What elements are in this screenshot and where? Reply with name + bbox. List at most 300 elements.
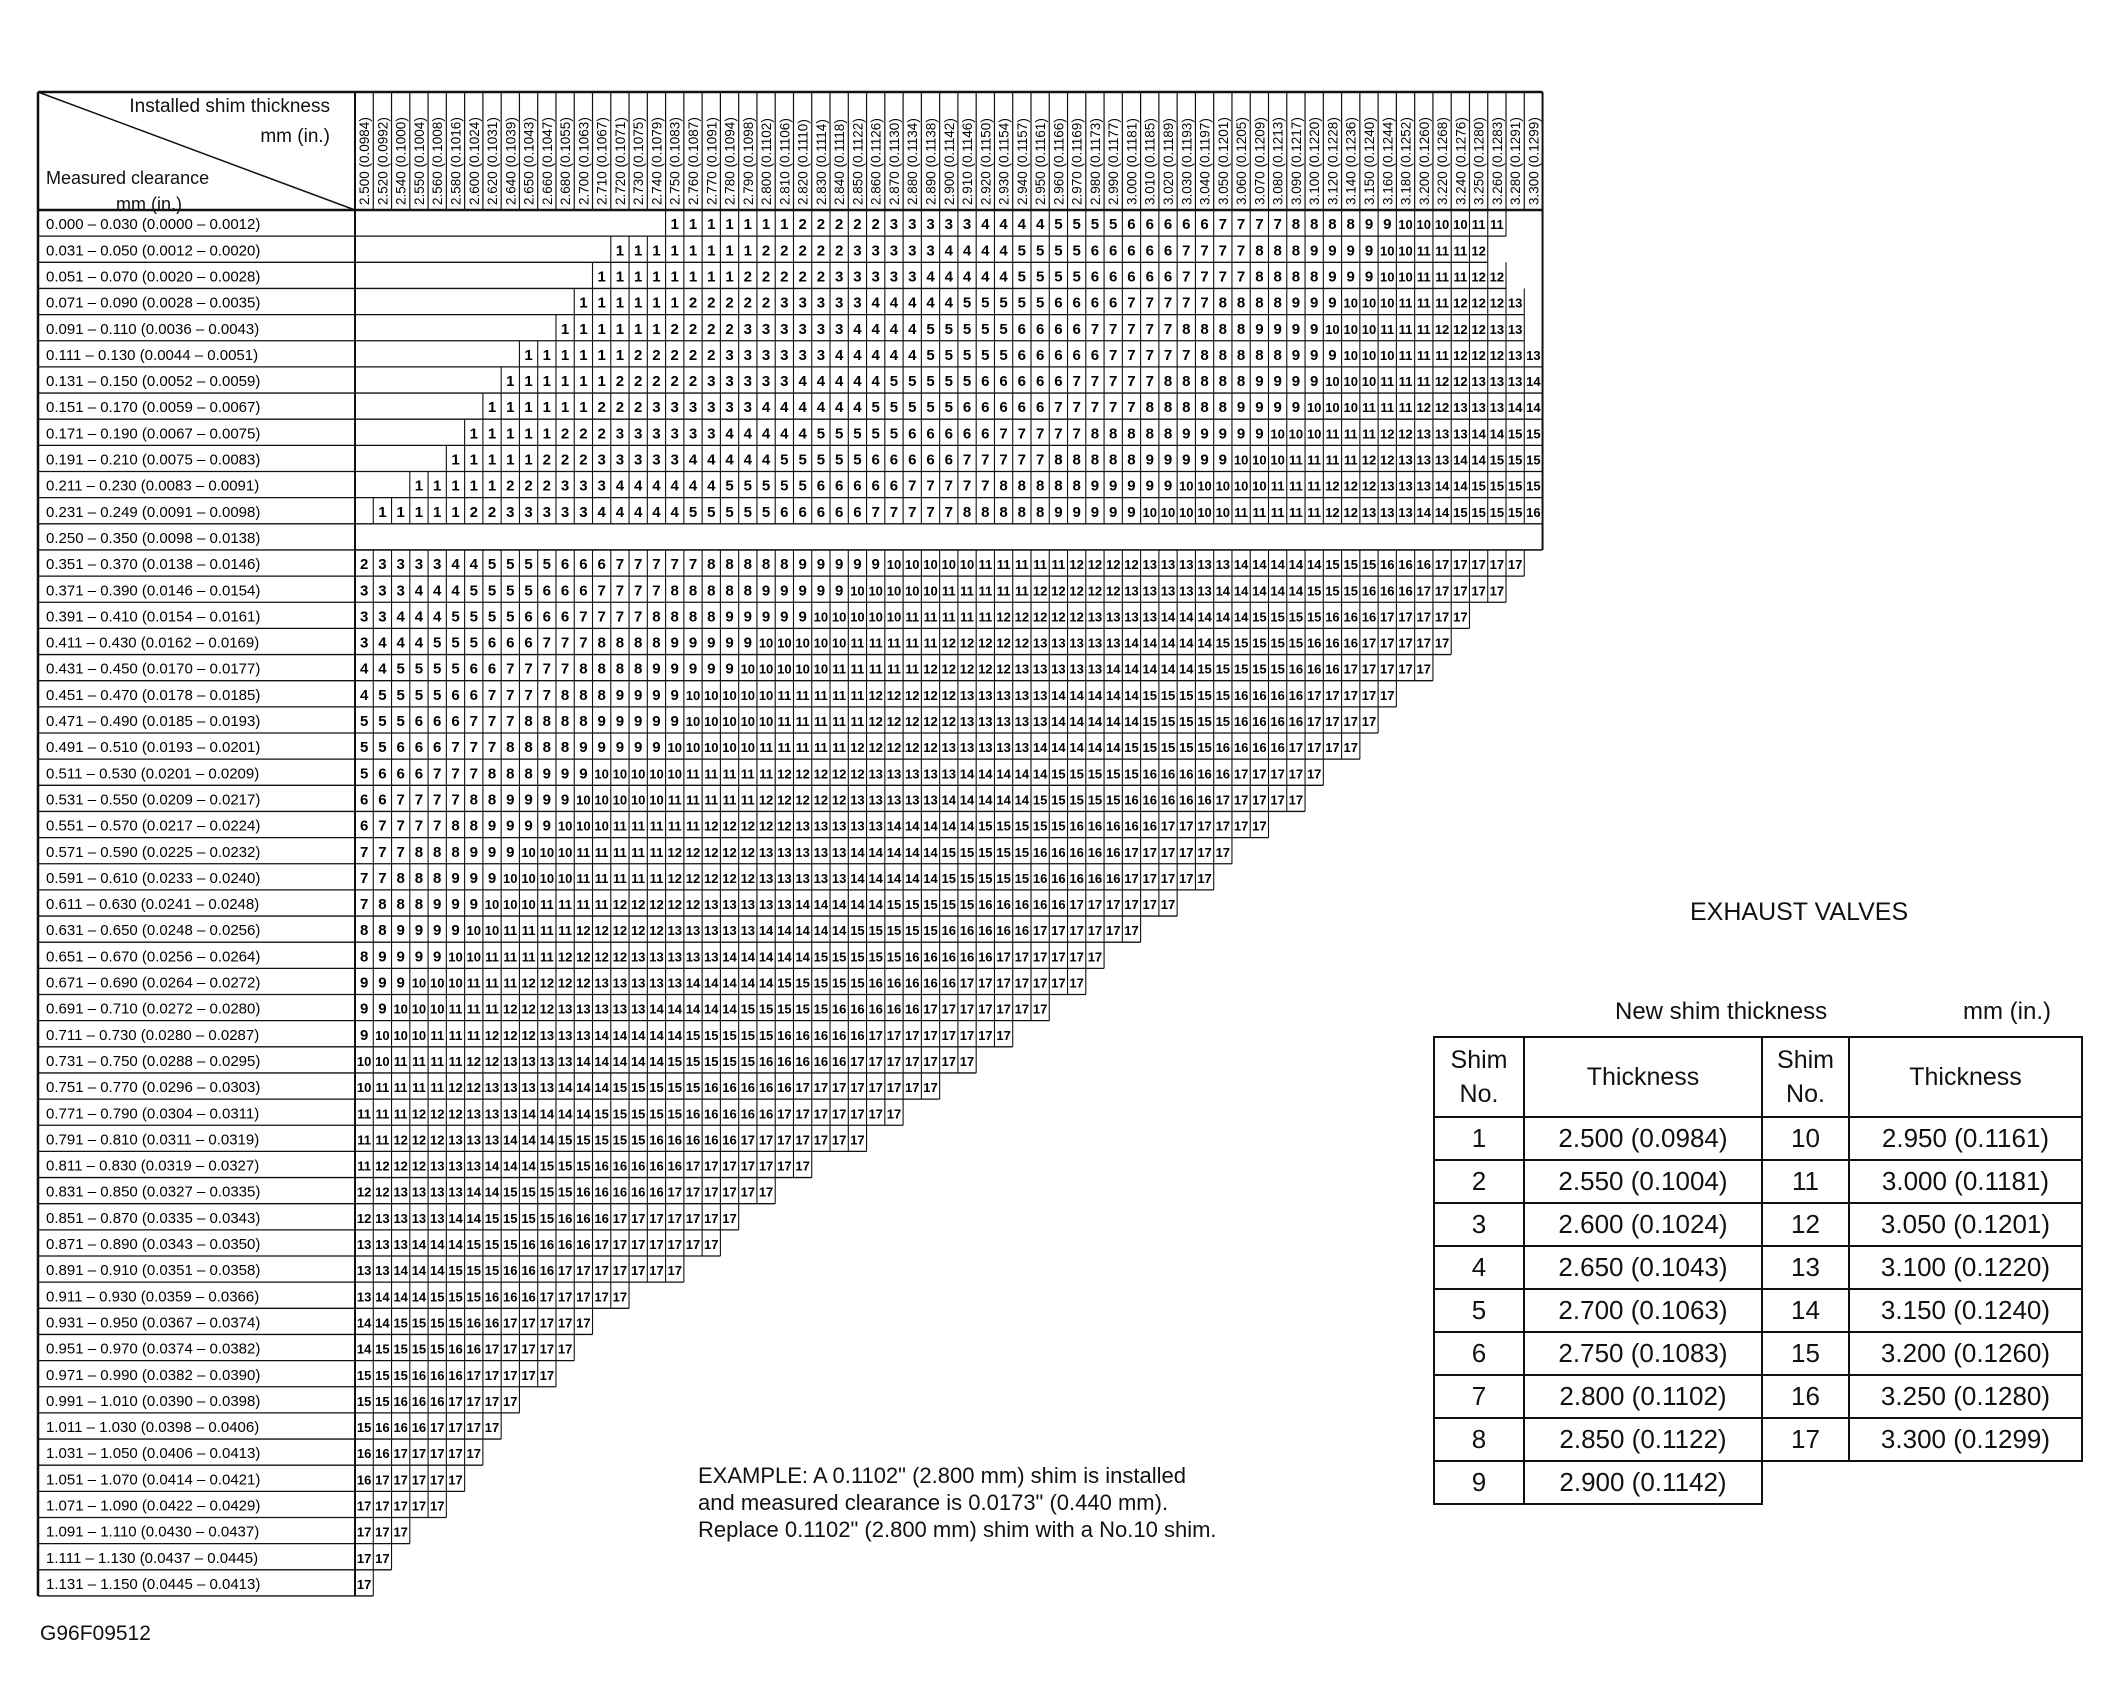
shim-cell: 15 (1306, 583, 1322, 599)
shim-cell: 16 (868, 1001, 883, 1017)
shim-cell: 17 (1507, 557, 1523, 573)
shim-cell: 10 (704, 740, 719, 756)
shim-cell: 14 (886, 870, 902, 886)
shim-cell: 7 (926, 503, 935, 521)
legend-shim-no: 5 (1434, 1289, 1524, 1332)
shim-cell: 12 (685, 897, 701, 913)
shim-cell: 10 (1215, 478, 1231, 494)
shim-cell: 15 (923, 897, 938, 913)
shim-cell: 14 (886, 818, 902, 834)
shim-cell: 12 (448, 1106, 463, 1122)
shim-cell: 9 (1291, 294, 1301, 312)
shim-cell: 6 (1035, 373, 1045, 391)
shim-cell: 1 (652, 294, 661, 312)
shim-cell: 8 (542, 713, 552, 730)
shim-cell: 12 (429, 1132, 445, 1148)
shim-cell: 17 (1288, 792, 1304, 808)
shim-cell: 1 (451, 477, 460, 495)
shim-cell: 13 (466, 1106, 481, 1122)
shim-cell: 6 (981, 425, 990, 443)
shim-cell: 13 (1416, 426, 1432, 442)
shim-cell: 11 (795, 714, 810, 729)
shim-cell: 13 (557, 1027, 573, 1043)
shim-cell: 12 (704, 870, 719, 886)
shim-cell: 12 (1069, 583, 1084, 599)
shim-cell: 17 (375, 1524, 390, 1540)
shim-cell: 11 (576, 897, 591, 913)
shim-cell: 8 (1035, 477, 1045, 495)
shim-cell: 9 (1328, 242, 1337, 260)
shim-cell: 16 (868, 975, 883, 991)
shim-cell: 3 (378, 556, 387, 574)
shim-cell: 2 (359, 556, 369, 574)
shim-cell: 7 (908, 477, 917, 495)
shim-cell: 3 (889, 216, 899, 234)
shim-cell: 13 (1014, 687, 1030, 703)
shim-cell: 12 (923, 661, 938, 677)
shim-cell: 12 (1105, 557, 1121, 573)
shim-cell: 13 (503, 1106, 518, 1122)
shim-cell: 6 (962, 399, 972, 417)
shim-cell: 8 (433, 869, 442, 887)
shim-cell: 4 (743, 451, 752, 469)
shim-cell: 10 (1361, 347, 1377, 363)
shim-cell: 9 (615, 739, 625, 757)
shim-cell: 8 (506, 765, 515, 783)
shim-cell: 11 (686, 766, 700, 782)
shim-cell: 3 (761, 346, 771, 364)
shim-cell: 2 (834, 242, 844, 260)
shim-cell: 7 (1090, 373, 1100, 391)
shim-cell: 5 (944, 373, 953, 391)
shim-cell: 10 (1197, 478, 1212, 494)
shim-cell: 6 (487, 634, 497, 652)
shim-cell: 16 (594, 1184, 609, 1200)
shim-cell: 13 (557, 1001, 573, 1017)
shim-cell: 8 (1200, 373, 1209, 391)
shim-cell: 5 (889, 425, 899, 443)
shim-cell: 13 (1032, 635, 1048, 651)
shim-cell: 13 (649, 975, 664, 991)
shim-cell: 12 (1105, 583, 1121, 599)
shim-cell: 15 (448, 1263, 463, 1279)
shim-cell: 2 (780, 242, 789, 260)
shim-cell: 13 (740, 897, 756, 913)
shim-cell: 12 (996, 661, 1011, 677)
shim-cell: 15 (1270, 661, 1285, 677)
legend-shim-no: 15 (1762, 1332, 1849, 1375)
legend-shim-no: 11 (1762, 1160, 1849, 1203)
shim-cell: 7 (1127, 294, 1136, 312)
shim-cell: 9 (469, 896, 478, 914)
shim-cell: 13 (1105, 609, 1121, 625)
shim-cell: 17 (667, 1210, 682, 1226)
shim-cell: 13 (1489, 374, 1505, 390)
shim-cell: 5 (944, 399, 953, 417)
row-label-26: 0.591 – 0.610 (0.0233 – 0.0240) (46, 869, 261, 887)
shim-cell: 12 (831, 766, 847, 782)
shim-cell: 14 (704, 975, 719, 991)
shim-cell: 11 (613, 844, 627, 860)
shim-cell: 12 (1453, 374, 1468, 390)
shim-cell: 3 (743, 346, 752, 364)
shim-cell: 14 (667, 1001, 682, 1017)
shim-cell: 13 (813, 818, 829, 834)
shim-cell: 6 (1109, 268, 1118, 286)
shim-cell: 8 (1182, 373, 1191, 391)
row-label-48: 1.031 – 1.050 (0.0406 – 0.0413) (46, 1445, 261, 1463)
legend-thickness: 2.750 (0.1083) (1524, 1332, 1762, 1375)
shim-cell: 3 (688, 425, 698, 443)
shim-cell: 14 (594, 1080, 609, 1096)
shim-cell: 16 (850, 1001, 865, 1017)
column-header-59: 3.200 (0.1260) (1416, 117, 1432, 205)
shim-cell: 15 (685, 1053, 701, 1069)
shim-cell: 3 (816, 346, 826, 364)
shim-cell: 11 (850, 687, 865, 703)
shim-cell: 14 (594, 1027, 609, 1043)
shim-cell: 8 (962, 503, 972, 521)
shim-cell: 3 (743, 399, 752, 417)
shim-cell: 1 (524, 451, 533, 469)
shim-cell: 5 (451, 608, 460, 626)
shim-cell: 17 (704, 1237, 719, 1252)
shim-cell: 8 (1182, 320, 1191, 338)
shim-cell: 13 (959, 740, 975, 756)
shim-cell: 6 (469, 686, 478, 704)
shim-cell: 7 (1236, 242, 1246, 260)
shim-cell: 17 (1343, 661, 1358, 677)
shim-cell: 15 (356, 1367, 372, 1383)
shim-cell: 9 (1364, 268, 1374, 286)
shim-cell: 15 (503, 1210, 518, 1226)
shim-cell: 7 (962, 477, 972, 495)
shim-cell: 17 (722, 1210, 737, 1226)
shim-cell: 14 (722, 1001, 737, 1017)
shim-cell: 10 (941, 557, 957, 573)
shim-cell: 2 (652, 373, 661, 391)
shim-cell: 7 (560, 660, 570, 678)
shim-cell: 9 (1291, 399, 1301, 417)
shim-cell: 7 (1090, 320, 1100, 338)
shim-cell: 14 (539, 1132, 555, 1148)
column-header-46: 3.030 (0.1193) (1179, 118, 1195, 205)
shim-cell: 16 (1325, 609, 1340, 625)
shim-cell: 4 (999, 242, 1008, 260)
shim-cell: 7 (688, 556, 698, 574)
shim-cell: 15 (1014, 818, 1030, 834)
shim-cell: 15 (375, 1367, 390, 1383)
shim-cell: 14 (831, 897, 847, 913)
example-line-3: Replace 0.1102" (2.800 mm) shim with a No.10 shim. (698, 1517, 1217, 1542)
column-header-40: 2.970 (0.1169) (1069, 118, 1085, 205)
shim-cell: 7 (506, 660, 515, 678)
shim-cell: 9 (469, 869, 478, 887)
shim-cell: 16 (1014, 897, 1030, 913)
shim-cell: 13 (1361, 504, 1377, 520)
shim-cell: 17 (996, 1027, 1011, 1043)
shim-cell: 15 (1142, 714, 1157, 729)
shim-cell: 4 (999, 216, 1008, 234)
shim-cell: 14 (448, 1210, 463, 1226)
shim-cell: 11 (740, 766, 755, 782)
shim-cell: 4 (615, 477, 625, 495)
shim-cell: 9 (487, 817, 497, 835)
shim-cell: 16 (905, 949, 920, 965)
shim-cell: 1 (670, 216, 679, 234)
shim-cell: 14 (1179, 635, 1194, 651)
shim-cell: 17 (1343, 740, 1358, 756)
shim-cell: 13 (685, 949, 701, 965)
shim-cell: 11 (1234, 504, 1248, 520)
shim-cell: 12 (941, 661, 957, 677)
shim-cell: 9 (1182, 451, 1191, 469)
shim-cell: 13 (959, 687, 975, 703)
shim-cell: 10 (411, 1001, 427, 1017)
shim-cell: 7 (451, 739, 460, 757)
shim-cell: 9 (798, 608, 807, 626)
shim-cell: 11 (814, 687, 828, 703)
shim-cell: 10 (685, 740, 701, 756)
shim-cell: 7 (1200, 294, 1209, 312)
shim-cell: 15 (1160, 740, 1176, 756)
legend-row (1434, 1375, 2082, 1418)
shim-cell: 2 (670, 373, 679, 391)
shim-cell: 15 (868, 949, 883, 965)
shim-cell: 2 (634, 346, 643, 364)
shim-cell: 13 (539, 1053, 555, 1069)
shim-cell: 8 (597, 634, 606, 652)
shim-cell: 10 (1270, 426, 1285, 442)
shim-cell: 9 (1090, 503, 1100, 521)
shim-cell: 13 (978, 687, 993, 703)
shim-cell: 11 (923, 609, 938, 625)
shim-cell: 8 (707, 556, 716, 574)
shim-cell: 17 (978, 1027, 993, 1043)
shim-cell: 15 (375, 1393, 390, 1409)
shim-cell: 8 (414, 843, 424, 861)
shim-cell: 12 (1416, 400, 1432, 416)
shim-cell: 11 (1416, 374, 1431, 390)
shim-cell: 17 (1380, 609, 1395, 625)
shim-cell: 16 (375, 1446, 390, 1462)
shim-cell: 3 (853, 242, 862, 260)
shim-cell: 17 (740, 1184, 756, 1200)
shim-cell: 7 (1109, 346, 1118, 364)
shim-cell: 7 (1109, 320, 1118, 338)
shim-cell: 16 (1051, 844, 1066, 860)
legend-shim-no: 9 (1434, 1461, 1524, 1504)
shim-cell: 12 (1325, 478, 1340, 494)
shim-cell: 15 (1215, 635, 1231, 651)
shim-cell: 11 (393, 1106, 408, 1122)
shim-cell: 17 (1288, 740, 1304, 756)
shim-cell: 6 (1090, 268, 1100, 286)
shim-cell: 16 (1526, 504, 1541, 520)
shim-cell: 12 (411, 1106, 427, 1122)
shim-cell: 3 (725, 373, 734, 391)
shim-cell: 8 (1328, 216, 1337, 234)
shim-cell: 8 (469, 817, 478, 835)
shim-cell: 15 (1526, 452, 1541, 468)
shim-cell: 13 (923, 792, 938, 808)
shim-cell: 4 (1017, 216, 1027, 234)
shim-cell: 13 (1434, 426, 1450, 442)
shim-cell: 16 (612, 1158, 628, 1174)
shim-cell: 8 (487, 765, 497, 783)
shim-cell: 16 (886, 975, 902, 991)
shim-cell: 15 (1233, 661, 1249, 677)
row-label-35: 0.771 – 0.790 (0.0304 – 0.0311) (46, 1105, 260, 1123)
shim-cell: 14 (1288, 583, 1304, 599)
column-header-62: 3.250 (0.1280) (1471, 117, 1487, 205)
shim-cell: 11 (1270, 504, 1285, 520)
shim-cell: 12 (978, 661, 993, 677)
legend-shim-no: 4 (1434, 1246, 1524, 1289)
shim-cell: 17 (649, 1263, 664, 1279)
shim-cell: 17 (539, 1289, 555, 1305)
shim-cell: 17 (740, 1132, 756, 1148)
shim-cell: 16 (722, 1080, 737, 1096)
shim-cell: 15 (1489, 478, 1505, 494)
shim-cell: 15 (1197, 661, 1212, 677)
shim-cell: 7 (1035, 425, 1045, 443)
legend-shim-no: 3 (1434, 1203, 1524, 1246)
shim-cell: 8 (1236, 373, 1246, 391)
shim-cell: 12 (886, 687, 902, 703)
shim-cell: 16 (758, 1053, 774, 1069)
shim-cell: 13 (1471, 400, 1486, 416)
shim-cell: 7 (359, 869, 369, 887)
shim-cell: 2 (634, 399, 643, 417)
shim-cell: 10 (1343, 321, 1358, 337)
shim-cell: 15 (959, 844, 975, 860)
shim-cell: 7 (999, 451, 1008, 469)
shim-cell: 4 (908, 346, 917, 364)
shim-cell: 17 (612, 1237, 628, 1252)
shim-cell: 17 (777, 1132, 792, 1148)
legend-thickness: 3.100 (0.1220) (1849, 1246, 2082, 1289)
shim-cell: 5 (542, 556, 552, 574)
shim-cell: 14 (831, 923, 847, 939)
shim-cell: 2 (798, 216, 807, 234)
shim-cell: 12 (393, 1158, 408, 1174)
shim-cell: 13 (630, 1001, 646, 1017)
shim-cell: 7 (889, 503, 899, 521)
shim-cell: 3 (798, 346, 807, 364)
shim-cell: 17 (996, 949, 1011, 965)
shim-cell: 15 (1252, 661, 1267, 677)
shim-cell: 8 (1072, 451, 1081, 469)
shim-cell: 12 (1051, 609, 1066, 625)
shim-cell: 16 (758, 1080, 774, 1096)
shim-cell: 2 (707, 320, 716, 338)
shim-cell: 13 (1380, 478, 1395, 494)
shim-cell: 6 (926, 451, 935, 469)
shim-cell: 10 (612, 766, 628, 782)
legend-row (1434, 1117, 2082, 1160)
shim-cell: 16 (1179, 766, 1194, 782)
shim-cell: 3 (834, 294, 844, 312)
shim-cell: 15 (1014, 870, 1030, 886)
shim-cell: 3 (433, 556, 442, 574)
shim-cell: 9 (1218, 425, 1227, 443)
shim-cell: 11 (539, 923, 554, 939)
shim-cell: 16 (777, 1053, 792, 1069)
shim-cell: 9 (1127, 503, 1136, 521)
shim-cell: 10 (667, 766, 682, 782)
shim-cell: 10 (740, 740, 756, 756)
shim-cell: 15 (1361, 557, 1377, 573)
shim-cell: 10 (1434, 217, 1450, 233)
shim-cell: 14 (411, 1289, 427, 1305)
shim-cell: 17 (630, 1210, 646, 1226)
shim-cell: 16 (557, 1210, 573, 1226)
shim-cell: 3 (542, 503, 552, 521)
shim-cell: 17 (1398, 661, 1413, 677)
shim-cell: 5 (506, 608, 515, 626)
shim-cell: 15 (685, 1080, 701, 1096)
shim-cell: 9 (743, 634, 752, 652)
shim-cell: 13 (813, 870, 829, 886)
shim-cell: 6 (1200, 216, 1209, 234)
shim-cell: 11 (375, 1106, 390, 1122)
row-label-44: 0.951 – 0.970 (0.0374 – 0.0382) (46, 1340, 261, 1358)
shim-cell: 13 (466, 1158, 481, 1174)
shim-cell: 14 (375, 1315, 390, 1331)
column-header-45: 3.020 (0.1189) (1161, 118, 1177, 205)
shim-cell: 5 (414, 660, 424, 678)
shim-cell: 8 (999, 477, 1008, 495)
shim-cell: 8 (1291, 268, 1301, 286)
shim-cell: 11 (996, 557, 1011, 573)
shim-cell: 7 (524, 660, 533, 678)
shim-cell: 7 (506, 686, 515, 704)
shim-cell: 13 (1489, 321, 1505, 337)
shim-cell: 17 (1215, 792, 1231, 808)
column-header-54: 3.120 (0.1228) (1325, 117, 1341, 205)
shim-cell: 11 (1453, 243, 1468, 259)
shim-cell: 13 (594, 1001, 609, 1017)
shim-cell: 10 (795, 661, 810, 677)
shim-cell: 5 (743, 477, 752, 495)
shim-cell: 3 (889, 242, 899, 260)
shim-cell: 17 (886, 1106, 902, 1122)
legend-unit: mm (in.) (1963, 998, 2051, 1025)
shim-cell: 17 (1361, 661, 1377, 677)
shim-cell: 14 (685, 1001, 701, 1017)
shim-cell: 17 (868, 1053, 883, 1069)
row-label-17: 0.411 – 0.430 (0.0162 – 0.0169) (46, 634, 260, 652)
shim-cell: 6 (1127, 268, 1136, 286)
shim-cell: 8 (981, 503, 990, 521)
shim-cell: 15 (704, 1053, 719, 1069)
shim-cell: 7 (944, 477, 953, 495)
shim-cell: 10 (503, 870, 518, 886)
shim-cell: 15 (978, 844, 993, 860)
shim-cell: 4 (871, 373, 880, 391)
shim-cell: 8 (1145, 399, 1154, 417)
shim-cell: 8 (597, 686, 606, 704)
shim-cell: 7 (1200, 268, 1209, 286)
shim-cell: 7 (670, 556, 679, 574)
column-header-43: 3.000 (0.1181) (1124, 118, 1140, 205)
shim-cell: 17 (539, 1367, 555, 1383)
shim-cell: 5 (524, 556, 533, 574)
shim-cell: 13 (484, 1080, 500, 1096)
shim-cell: 11 (777, 740, 792, 756)
shim-cell: 15 (758, 1027, 774, 1043)
